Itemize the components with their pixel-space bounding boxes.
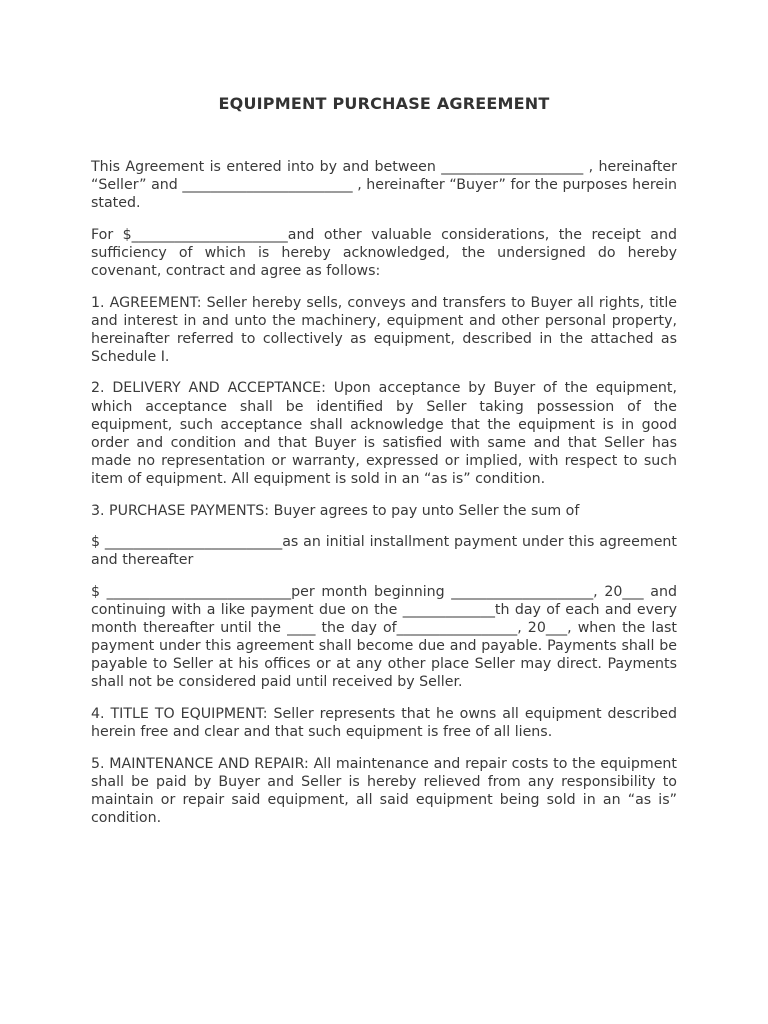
document-body [91, 158, 677, 840]
paragraph-purchase-payments: 3. PURCHASE PAYMENTS: Buyer agrees to pay unto Seller the sum of [91, 502, 580, 519]
paragraph-agreement: 1. AGREEMENT: Seller hereby sells, conveys and transfers to Buyer all rights, title and interest in and unto the machinery, equipment and other personal property, hereinafter referred to collectively as equipment, described in the attached as Schedule I. [91, 294, 677, 365]
paragraph-consideration: For $______________________and other valuable considerations, the receipt and sufficiency of which is hereby acknowledged, the undersigned do hereby covenant, contract and agree as follows: [91, 226, 677, 279]
paragraph-initial-installment: $ _________________________as an initial installment payment under this agreement and thereafter [91, 534, 677, 569]
paragraph-parties: This Agreement is entered into by and between ____________________ , hereinafter “Seller” and ________________________ , hereinafter “Buyer” for the purposes herein stated. [91, 159, 677, 212]
paragraph-title-to-equipment: 4. TITLE TO EQUIPMENT: Seller represents that he owns all equipment described herein free and clear and that such equipment is free of all liens. [91, 705, 677, 740]
paragraph-delivery-acceptance: 2. DELIVERY AND ACCEPTANCE: Upon acceptance by Buyer of the equipment, which acceptance shall be identified by Seller taking possession of the equipment, such acceptance shall acknowledge that the equipment is in good order and condition and that Buyer is satisfied with same and that Seller has made no representation or warranty, expressed or implied, with respect to such item of equipment. All equipment is sold in an “as is” condition. [91, 380, 677, 487]
paragraph-monthly-payments: $ __________________________per month beginning ____________________, 20___ and continuing with a like payment due on the _____________th day of each and every month thereafter until the ____ the day of_________________, 20___, when the last payment under this agreement shall become due and payable. Payments shall be payable to Seller at his offices or at any other place Seller may direct. Payments shall not be considered paid until received by Seller. [91, 583, 677, 691]
document-title: EQUIPMENT PURCHASE AGREEMENT [218, 94, 550, 113]
paragraph-maintenance-repair: 5. MAINTENANCE AND REPAIR: All maintenance and repair costs to the equipment shall be paid by Buyer and Seller is hereby relieved from any responsibility to maintain or repair said equipment, all said equipment being sold in an “as is” condition. [91, 755, 677, 826]
